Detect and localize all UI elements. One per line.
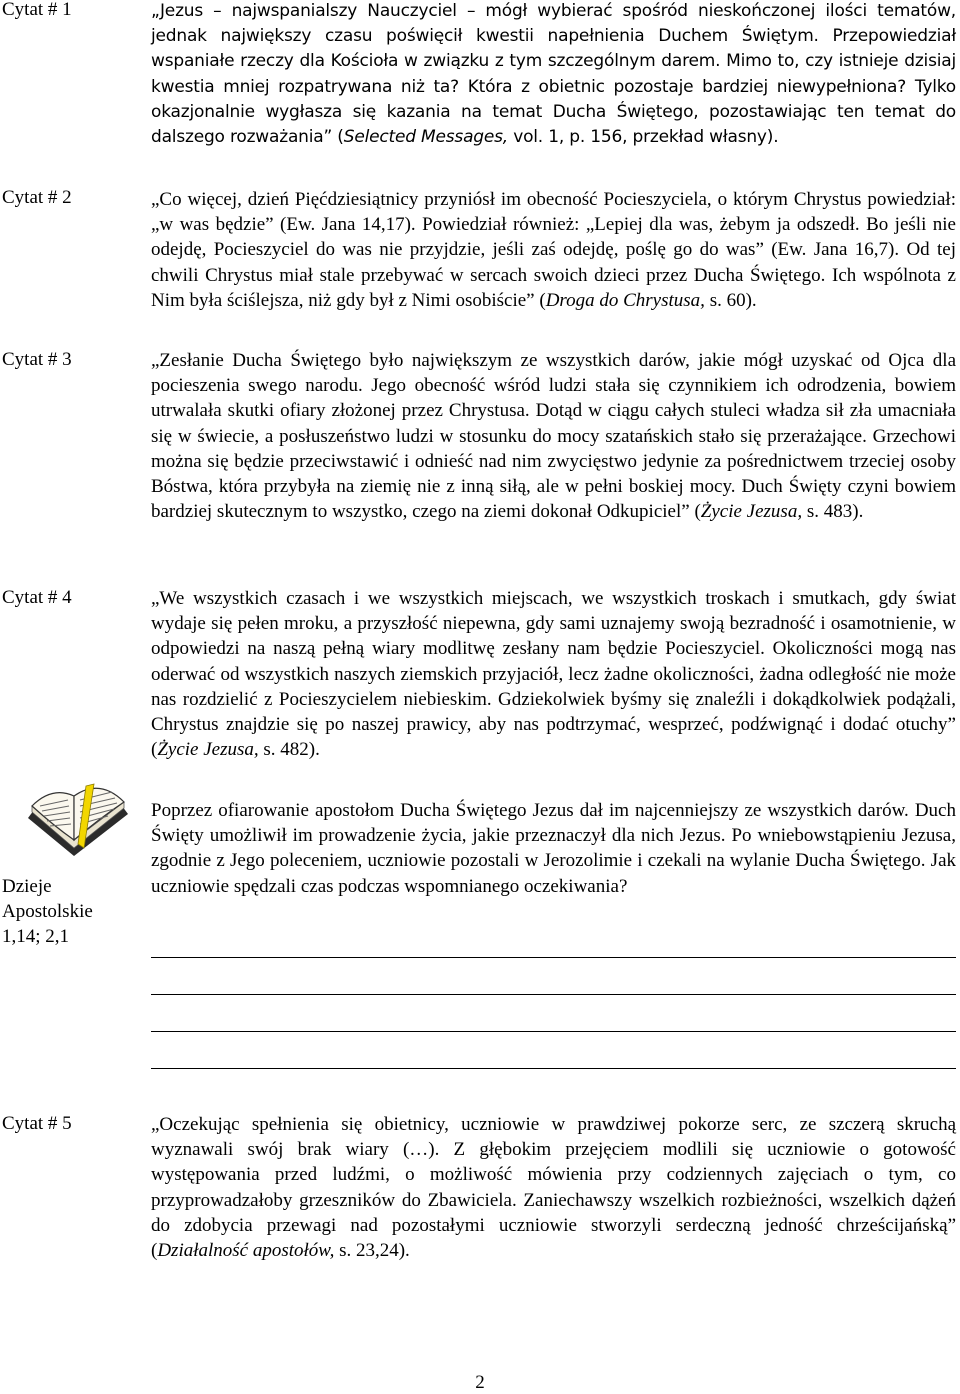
quote-2-source: Droga do Chrystusa, — [545, 289, 705, 311]
answer-line-4[interactable] — [151, 1068, 956, 1069]
quote-4-tail: s. 482). — [258, 739, 320, 761]
quote-label-5: Cytat # 5 — [2, 1113, 72, 1134]
open-bible-icon — [22, 756, 132, 866]
quote-2-text: „Co więcej, dzień Pięćdziesiątnicy przyniósł im obecność Pocieszyciela, o którym Chrystus powiedział: „w was będzie” (Ew. Jana 14,17). Powiedział również: „Lepiej dla was, żebym ja odszedł. Bo jeśli nie odejdę, Pocieszyciel do was nie przyjdzie, jeśli zaś odejdę, poślę go do was” (Ew. Jana 16,7). Od tej chwili Chrystus miał stale przebywać w sercach swoich dzieci przez Ducha Świętego. Ich wspólnota z Nim była ściślejsza, niż gdy był z Nimi osobiście” ( — [151, 189, 956, 311]
reference-line-3: 1,14; 2,1 — [2, 926, 70, 947]
quote-4-text: „We wszystkich czasach i we wszystkich miejscach, we wszystkich troskach i smutkach, gdy świat wydaje się pełen mroku, a przyszłość niepewna, gdy sami uznajemy swoją bezradność i osamotnienie, w odpowiedzi na naszą pełną wiary modlitwę zesłany nam będzie Pocieszyciel. Okoliczności mogą nas oderwać od wszystkich naszych ziemskich przyjaciół, lecz żadne okoliczności, żadna odległość nie może nas rozdzielić z Pocieszycielem niebieskim. Gdziekolwiek byśmy się znaleźli i dokądkolwiek podążali, Chrystus znajdzie się po naszej prawicy, aby nas podtrzymać, wesprzeć, podźwignąć i dodać otuchy” ( — [151, 588, 956, 761]
quote-1-text: „Jezus – najwspanialszy Nauczyciel – mógł wybierać spośród nieskończonej ilości tematów, jednak największy czasu poświęcił kwestii napełnienia Duchem Świętym. Przepowiedział wspaniałe rzeczy dla Kościoła w związku z tym szczególnym darem. Mimo to, czy istnieje dzisiaj kwestia mniej rozpatrywana niż ta? Która z obietnic pozostaje bardziej niewypełniona? Tylko okazjonalnie wygłasza się kazania na temat Ducha Świętego, pozostawiając ten temat do dalszego rozważania” ( — [151, 1, 956, 148]
quote-3 — [151, 348, 956, 524]
quote-5-source: Działalność apostołów, — [157, 1240, 335, 1262]
reference-line-1: Dzieje — [2, 876, 52, 897]
quote-label-1: Cytat # 1 — [2, 0, 72, 20]
quote-3-text: „Zesłanie Ducha Świętego było największym ze wszystkich darów, jakie mógł uzyskać od Ojca dla pocieszenia swego narodu. Jego obecność wśród ludzi stała się czynnikiem ich odrodzenia, bowiem utrwalała skutki ofiary złożonej przez Chrystusa. Dotąd w ciągu całych stuleci władza sił zła umacniała się w świecie, a posłuszeństwo ludzi w stosunku do mocy szatańskich stało się przerażające. Grzechowi można się będzie przeciwstawić i odnieść nad nim zwycięstwo jedynie za pośrednictwem trzeciej osoby Bóstwa, która przybyła na ziemię nie z inną siłą, ale w pełni boskiej mocy. Duch Święty czyni bowiem bardziej skutecznym to wszystko, czego na ziemi dokonał Odkupiciel” ( — [151, 350, 956, 523]
quote-5 — [151, 1112, 956, 1263]
scripture-reference — [2, 874, 120, 949]
question-paragraph: Poprzez ofiarowanie apostołom Ducha Świętego Jezus dał im najcenniejszy ze wszystkich darów. Duch Święty umożliwił im prowadzenie życia, jakie przeznaczył dla nich Jezus. Po wniebowstąpieniu Jezusa, zgodnie z Jego poleceniem, uczniowie pozostali w Jerozolimie i czekali na wylanie Ducha Świętego. Jak uczniowie spędzali czas podczas wspomnianego oczekiwania? — [151, 800, 956, 897]
quote-label-4: Cytat # 4 — [2, 587, 72, 608]
quote-5-tail: s. 23,24). — [334, 1240, 410, 1262]
quote-label-3: Cytat # 3 — [2, 349, 72, 370]
quote-2-tail: s. 60). — [704, 289, 757, 311]
answer-line-3[interactable] — [151, 1031, 956, 1032]
quote-3-tail: s. 483). — [802, 501, 864, 523]
quote-2 — [151, 187, 956, 313]
answer-line-1[interactable] — [151, 957, 956, 958]
reference-line-2: Apostolskie — [2, 901, 93, 922]
quote-1-source: Selected Messages, — [343, 127, 509, 148]
quote-1-tail: vol. 1, p. 156, przekład własny). — [508, 127, 779, 148]
quote-1 — [151, 0, 956, 150]
quote-label-2: Cytat # 2 — [2, 187, 72, 208]
quote-5-text: „Oczekując spełnienia się obietnicy, uczniowie w prawdziwej pokorze serc, ze szczerą skruchą wyznawali swój brak wiary (…). Z głębokim przejęciem modlili się uczniowie o gotowość występowania przed ludźmi, o możliwość mówienia przy codziennych zajęciach o tym, co przyprowadzałoby grzeszników do Zbawiciela. Zaniechawszy wszelkich rozbieżności, wszelkich dążeń do zdobycia przewagi nad pozostałymi uczniowie stworzyli serdeczną jedność chrześcijańską” ( — [151, 1114, 956, 1262]
quote-4 — [151, 586, 956, 762]
answer-line-2[interactable] — [151, 994, 956, 995]
quote-3-source: Życie Jezusa, — [700, 501, 803, 523]
page-number: 2 — [475, 1372, 485, 1393]
quote-4-source: Życie Jezusa, — [157, 739, 259, 761]
